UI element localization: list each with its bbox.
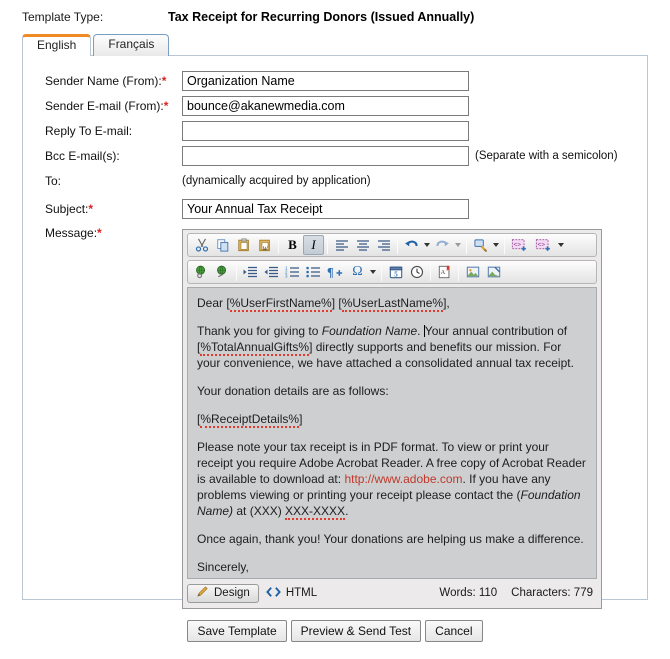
foundation-name-italic: Foundation Name	[321, 324, 418, 338]
numbered-list-icon[interactable]	[282, 262, 303, 282]
pdf-note-text-a: Please note your tax receipt is in PDF format. To view or print your receipt you require Adobe Acrobat Reader. A free copy of Acrobat Reader is available to download at:	[197, 440, 586, 486]
template-type-header	[0, 0, 670, 34]
indent-increase-icon[interactable]	[240, 262, 261, 282]
receipt-field-prefix: [	[197, 412, 201, 426]
toolbar-separator	[278, 237, 279, 254]
pencil-icon	[196, 585, 209, 601]
toolbar-separator	[236, 264, 237, 281]
toolbar-separator	[466, 237, 467, 254]
field-row-subject	[23, 198, 647, 220]
design-mode-button[interactable]	[187, 584, 259, 603]
reply-to-label: Reply To E-mail:	[45, 124, 133, 138]
message-label	[45, 226, 182, 240]
tab-english[interactable]	[22, 34, 91, 56]
undo-icon[interactable]	[401, 235, 422, 255]
character-count: Characters: 779	[511, 587, 593, 599]
sender-name-label	[45, 74, 182, 88]
merge-field-first-name: %UserFirstName%	[229, 296, 332, 310]
tab-francais-label: Français	[108, 37, 155, 51]
merge-field-last-name: %UserLastName%	[341, 296, 444, 310]
thanks-text-b: .	[417, 324, 424, 338]
message-paragraph-signoff: Sincerely,	[197, 560, 249, 574]
template-type-label: Template Type:	[22, 10, 104, 24]
html-mode-button[interactable]	[259, 584, 326, 603]
toolbar-separator	[381, 264, 382, 281]
message-required-marker: *	[97, 226, 102, 240]
spell-check-icon[interactable]	[434, 262, 455, 282]
message-paragraph-thanks	[197, 323, 587, 371]
sender-email-input[interactable]	[182, 96, 469, 116]
insert-media-icon[interactable]	[483, 262, 504, 282]
remove-hyperlink-icon[interactable]	[212, 262, 233, 282]
toolbar-separator	[430, 264, 431, 281]
template-type-value: Tax Receipt for Recurring Donors (Issued Annually)	[168, 10, 475, 24]
tab-francais[interactable]	[93, 34, 169, 56]
field-row-reply-to	[23, 120, 647, 142]
cancel-button[interactable]: Cancel	[425, 620, 482, 642]
svg-text:A: A	[439, 268, 445, 276]
svg-text:<>: <>	[513, 240, 521, 248]
subject-input[interactable]	[182, 199, 469, 219]
insert-image-icon[interactable]	[462, 262, 483, 282]
bcc-hint: (Separate with a semicolon)	[475, 150, 618, 162]
greeting-mid: ] [	[331, 296, 342, 310]
subject-label-text: Subject:	[45, 202, 89, 216]
html-mode-label: HTML	[285, 587, 318, 599]
toolbar-separator	[458, 264, 459, 281]
format-painter-icon[interactable]	[470, 235, 491, 255]
message-paragraph-greeting	[197, 295, 587, 311]
align-center-icon[interactable]	[352, 235, 373, 255]
cut-icon[interactable]	[191, 235, 212, 255]
editor-status-bar	[187, 582, 597, 604]
redo-icon[interactable]	[432, 235, 453, 255]
template-form-panel	[22, 55, 648, 600]
greeting-suffix: ],	[443, 296, 450, 310]
design-mode-label: Design	[214, 587, 250, 599]
insert-snippet-icon[interactable]	[532, 235, 556, 255]
thanks-text-c: Your annual contribution of [	[197, 324, 568, 354]
subject-label	[45, 202, 182, 216]
sender-name-label-text: Sender Name (From):	[45, 74, 162, 88]
greeting-prefix: Dear [	[197, 296, 230, 310]
to-label: To:	[45, 174, 62, 188]
sender-email-label	[45, 99, 182, 113]
insert-snippet-dropdown-arrow-icon[interactable]	[556, 235, 566, 255]
bold-icon[interactable]: B	[288, 237, 297, 252]
message-label-text: Message:	[45, 226, 98, 240]
align-right-icon[interactable]	[373, 235, 394, 255]
svg-text:¶: ¶	[326, 265, 334, 279]
editor-toolbar-row-2	[187, 260, 597, 284]
message-body-content[interactable]	[187, 287, 597, 579]
language-tabs	[22, 34, 670, 56]
receipt-field-suffix: ]	[299, 412, 303, 426]
undo-dropdown-arrow-icon[interactable]	[422, 235, 432, 255]
indent-decrease-icon[interactable]	[261, 262, 282, 282]
pdf-note-text-b: . If you have any problems viewing or printing your receipt please contact the (	[197, 472, 551, 502]
subject-required-marker: *	[88, 202, 94, 216]
special-character-dropdown-arrow-icon[interactable]	[368, 262, 378, 282]
message-paragraph-details-intro: Your donation details are as follows:	[197, 384, 389, 398]
insert-hyperlink-icon[interactable]	[191, 262, 212, 282]
editor-counts	[439, 587, 597, 599]
copy-icon[interactable]	[212, 235, 233, 255]
bulleted-list-icon[interactable]	[303, 262, 324, 282]
message-paragraph-closing: Once again, thank you! Your donations are helping us make a difference.	[197, 532, 584, 546]
insert-date-icon[interactable]	[385, 262, 406, 282]
insert-time-icon[interactable]	[406, 262, 427, 282]
svg-text:3: 3	[285, 273, 288, 278]
editor-toolbar-row-1	[187, 233, 597, 257]
tab-english-label: English	[37, 38, 77, 52]
bcc-label: Bcc E-mail(s):	[45, 149, 120, 163]
svg-text:W: W	[261, 246, 268, 252]
field-row-sender-name	[23, 70, 647, 92]
merge-field-total-annual-gifts: %TotalAnnualGifts%	[200, 340, 310, 354]
pdf-note-text-c: at (XXX)	[233, 504, 286, 518]
adobe-link[interactable]: http://www.adobe.com	[344, 472, 463, 486]
message-rich-text-editor	[182, 229, 602, 609]
toolbar-separator	[504, 237, 505, 254]
special-character-icon[interactable]: Ω	[352, 264, 363, 279]
code-brackets-icon	[266, 586, 281, 601]
field-row-sender-email	[23, 95, 647, 117]
format-painter-dropdown-arrow-icon[interactable]	[491, 235, 501, 255]
svg-text:2: 2	[285, 269, 288, 275]
message-paragraph-pdf-note	[197, 439, 587, 519]
thanks-text-d: ] directly supports and benefits our mission. For your convenience, we have attached a consolidated annual tax receipt.	[197, 340, 574, 370]
foundation-name-italic-2: Foundation Name)	[197, 488, 581, 518]
italic-icon[interactable]: I	[303, 235, 324, 255]
toolbar-separator	[327, 237, 328, 254]
to-value: (dynamically acquired by application)	[182, 175, 371, 187]
paste-from-word-icon[interactable]	[254, 235, 275, 255]
sender-name-required-marker: *	[161, 74, 167, 88]
svg-text:1: 1	[285, 266, 288, 271]
save-template-button[interactable]: Save Template	[187, 620, 286, 642]
word-count: Words: 110	[439, 587, 498, 599]
field-row-bcc	[23, 145, 647, 167]
message-paragraph-receipt-field	[197, 411, 587, 427]
phone-placeholder: XXX-XXXX	[285, 504, 346, 518]
pdf-note-text-d: .	[345, 504, 349, 518]
preview-send-test-button[interactable]: Preview & Send Test	[291, 620, 422, 642]
toolbar-separator	[397, 237, 398, 254]
sender-email-label-text: Sender E-mail (From):	[45, 99, 164, 113]
align-left-icon[interactable]	[331, 235, 352, 255]
form-action-buttons	[0, 620, 670, 642]
sender-name-input[interactable]	[182, 71, 469, 91]
insert-field-icon[interactable]	[508, 235, 532, 255]
thanks-text-a: Thank you for giving to	[197, 324, 322, 338]
reply-to-input[interactable]	[182, 121, 469, 141]
redo-dropdown-arrow-icon[interactable]	[453, 235, 463, 255]
svg-text:<>: <>	[537, 240, 545, 248]
sender-email-required-marker: *	[163, 99, 169, 113]
paragraph-icon[interactable]	[324, 262, 347, 282]
paste-icon[interactable]	[233, 235, 254, 255]
merge-field-receipt-details: %ReceiptDetails%	[200, 412, 300, 426]
bcc-input[interactable]	[182, 146, 469, 166]
svg-text:5: 5	[393, 270, 398, 279]
field-row-to	[23, 170, 647, 192]
